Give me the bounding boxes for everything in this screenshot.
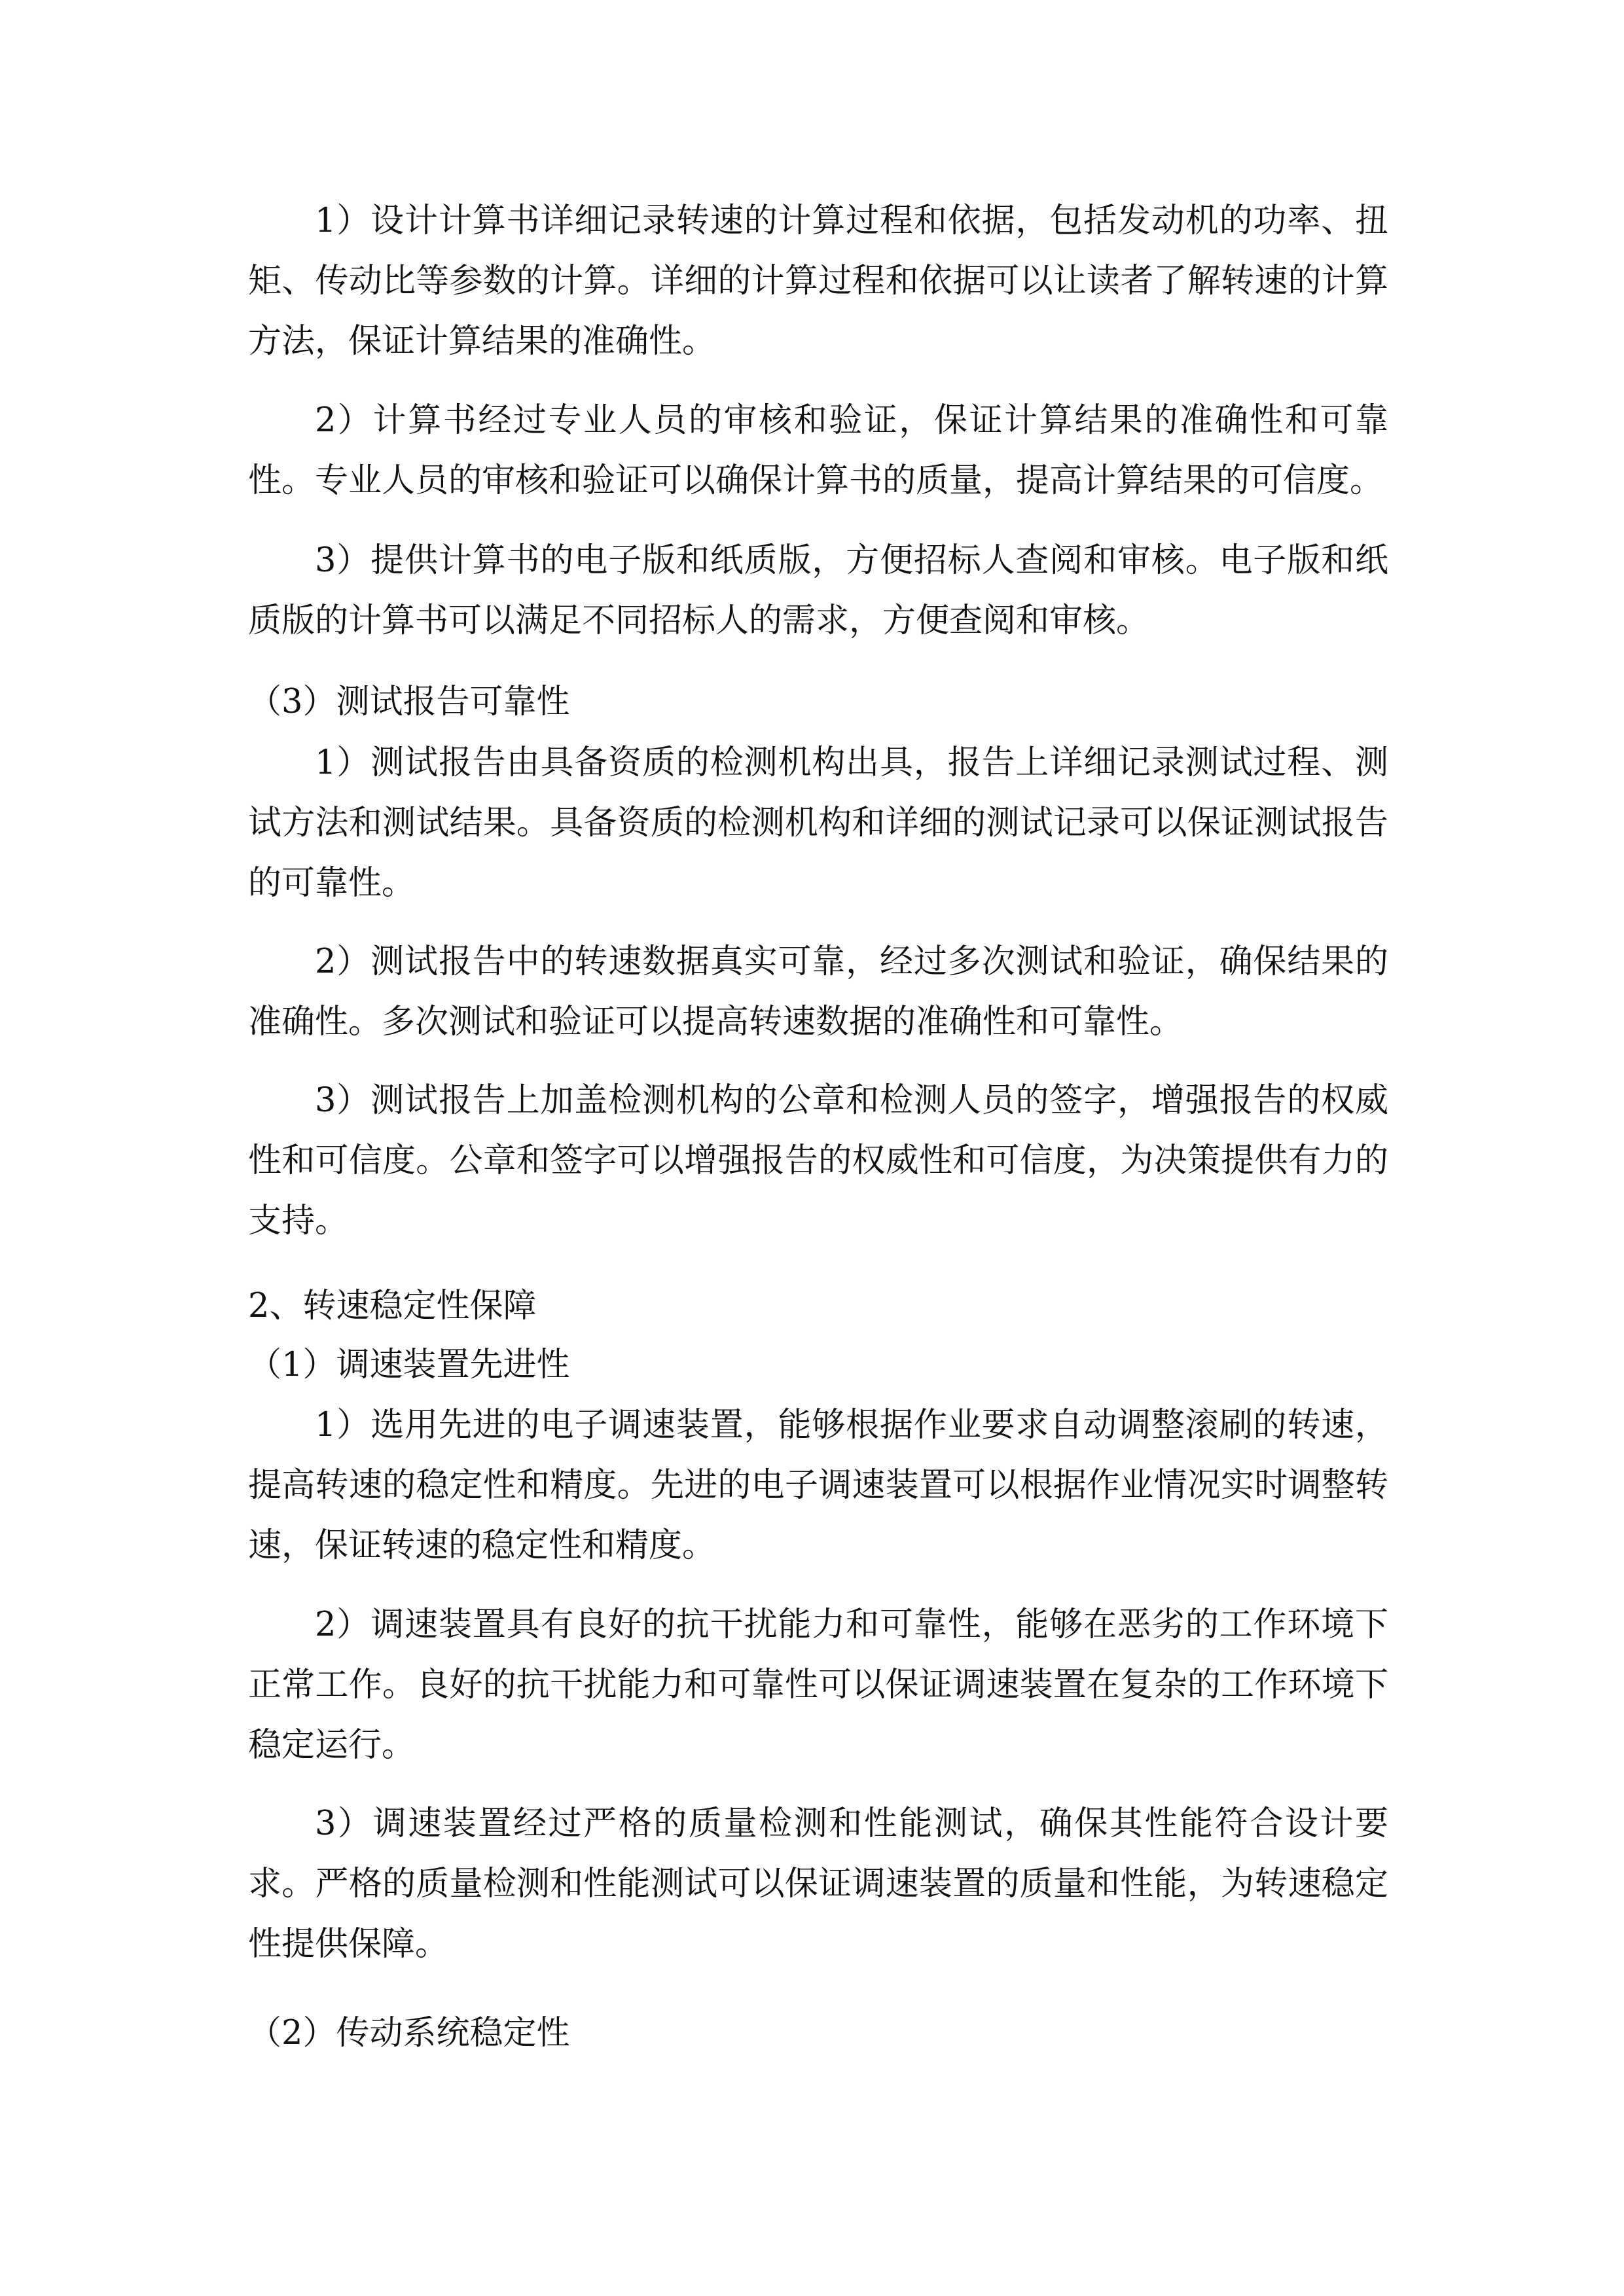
paragraph-test-data: 2）测试报告中的转速数据真实可靠，经过多次测试和验证，确保结果的准确性。多次测试和验证可以提高转速数据的准确性和可靠性。 <box>248 942 1388 1041</box>
heading-test-report-reliability: （3）测试报告可靠性 <box>248 683 570 721</box>
paragraph-test-seal: 3）测试报告上加盖检测机构的公章和检测人员的签字，增强报告的权威性和可信度。公章和签字可以增强报告的权威性和可信度，为决策提供有力的支持。 <box>248 1081 1388 1240</box>
heading-governor-advanced: （1）调速装置先进性 <box>248 1346 570 1384</box>
heading-transmission-stability: （2）传动系统稳定性 <box>248 2014 570 2053</box>
heading-speed-stability: 2、转速稳定性保障 <box>248 1287 537 1325</box>
paragraph-calc-process: 1）设计计算书详细记录转速的计算过程和依据，包括发动机的功率、扭矩、传动比等参数的计算。详细的计算过程和依据可以让读者了解转速的计算方法，保证计算结果的准确性。 <box>248 202 1388 361</box>
paragraph-test-agency: 1）测试报告由具备资质的检测机构出具，报告上详细记录测试过程、测试方法和测试结果。具备资质的检测机构和详细的测试记录可以保证测试报告的可靠性。 <box>248 744 1388 903</box>
paragraph-governor-reliability: 2）调速装置具有良好的抗干扰能力和可靠性，能够在恶劣的工作环境下正常工作。良好的抗干扰能力和可靠性可以保证调速装置在复杂的工作环境下稳定运行。 <box>248 1605 1388 1765</box>
paragraph-calc-review: 2）计算书经过专业人员的审核和验证，保证计算结果的准确性和可靠性。专业人员的审核和验证可以确保计算书的质量，提高计算结果的可信度。 <box>248 401 1388 500</box>
paragraph-governor-testing: 3）调速装置经过严格的质量检测和性能测试，确保其性能符合设计要求。严格的质量检测和性能测试可以保证调速装置的质量和性能，为转速稳定性提供保障。 <box>248 1804 1388 1964</box>
paragraph-electronic-governor: 1）选用先进的电子调速装置，能够根据作业要求自动调整滚刷的转速，提高转速的稳定性和精度。先进的电子调速装置可以根据作业情况实时调整转速，保证转速的稳定性和精度。 <box>248 1406 1388 1565</box>
paragraph-calc-formats: 3）提供计算书的电子版和纸质版，方便招标人查阅和审核。电子版和纸质版的计算书可以满足不同招标人的需求，方便查阅和审核。 <box>248 541 1388 640</box>
